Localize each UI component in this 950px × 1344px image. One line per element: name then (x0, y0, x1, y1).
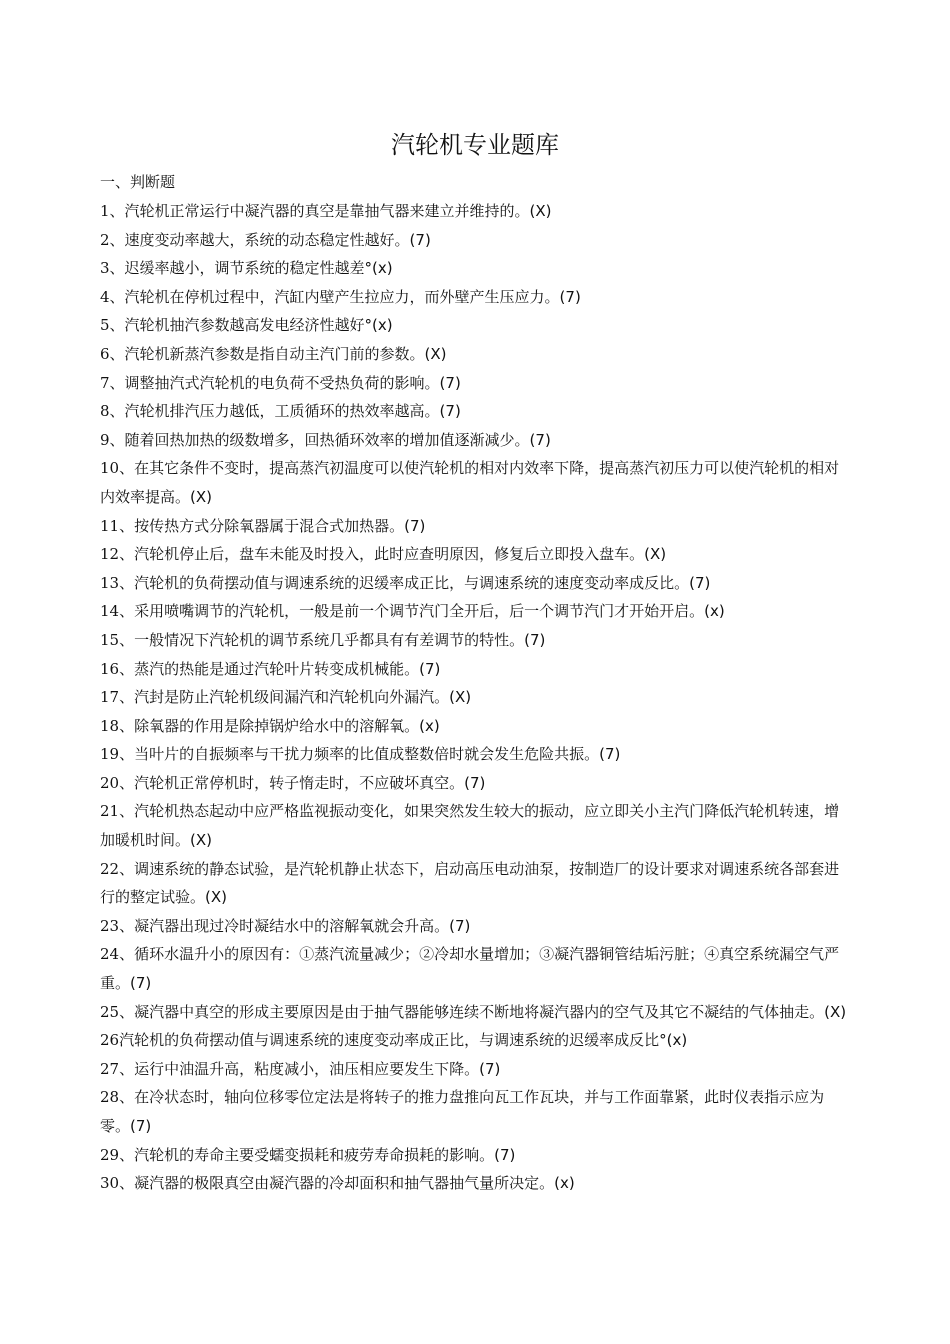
question-answer: (7) (689, 573, 711, 592)
question-text: 22、调速系统的静态试验，是汽轮机静止状态下，启动高压电动油泵，按制造厂的设计要求对调速系统各部套进行的整定试验。 (100, 859, 840, 907)
question-item (100, 512, 850, 541)
question-item (100, 912, 850, 941)
question-answer: (x) (372, 259, 393, 278)
question-text: 15、一般情况下汽轮机的调节系统几乎都具有有差调节的特性。 (100, 630, 525, 649)
question-item (100, 197, 850, 226)
question-text: 29、汽轮机的寿命主要受蠕变损耗和疲劳寿命损耗的影响。 (100, 1145, 495, 1164)
question-answer: (X) (449, 688, 472, 707)
question-item (100, 226, 850, 255)
question-text: 28、在冷状态时，轴向位移零位定法是将转子的推力盘推向瓦工作瓦块，并与工作面靠紧，此时仪表指示应为零。 (100, 1088, 825, 1135)
question-answer: (7) (524, 630, 546, 649)
question-text: 7、调整抽汽式汽轮机的电负荷不受热负荷的影响。 (100, 373, 440, 392)
question-item (100, 569, 850, 598)
question-text: 30、凝汽器的极限真空由凝汽器的冷却面积和抽气器抽气量所决定。 (100, 1174, 555, 1193)
question-answer: (x) (704, 602, 725, 621)
question-answer: (7) (409, 230, 431, 249)
question-answer: (X) (205, 888, 227, 907)
question-answer: (7) (449, 916, 471, 935)
question-text: 19、当叶片的自振频率与干扰力频率的比值成整数倍时就会发生危险共振。 (100, 745, 600, 764)
section-heading: 一、判断题 (100, 173, 176, 191)
question-answer: (x) (554, 1174, 575, 1193)
question-answer: (7) (559, 287, 581, 306)
question-text: 6、汽轮机新蒸汽参数是指自动主汽门前的参数。 (100, 344, 425, 363)
question-answer: (X) (190, 487, 212, 506)
question-text: 4、汽轮机在停机过程中，汽缸内壁产生拉应力，而外壁产生压应力。 (100, 287, 560, 306)
question-text: 16、蒸汽的热能是通过汽轮叶片转变成机械能。 (100, 659, 420, 678)
question-answer: (7) (529, 430, 551, 449)
question-answer: (X) (529, 202, 552, 220)
question-answer: (X) (190, 831, 212, 850)
question-text: 25、凝汽器中真空的形成主要原因是由于抽气器能够连续不断地将凝汽器内的空气及其它不凝结的气体抽走。 (100, 1002, 825, 1021)
question-text: 14、采用喷嘴调节的汽轮机，一般是前一个调节汽门全开后，后一个调节汽门才开始开启。 (100, 602, 705, 621)
question-text: 17、汽封是防止汽轮机级间漏汽和汽轮机向外漏汽。 (100, 688, 450, 707)
question-answer: (7) (439, 373, 461, 392)
question-text: 20、汽轮机正常停机时，转子惰走时，不应破坏真空。 (100, 773, 465, 792)
question-item (100, 940, 850, 997)
question-item (100, 769, 850, 798)
question-answer: (X) (424, 344, 447, 363)
question-item (100, 626, 850, 655)
question-item (100, 797, 850, 854)
question-item (100, 683, 850, 712)
question-item (100, 454, 850, 511)
question-text: 12、汽轮机停止后，盘车未能及时投入，此时应查明原因，修复后立即投入盘车。 (100, 545, 645, 564)
question-text: 10、在其它条件不变时，提高蒸汽初温度可以使汽轮机的相对内效率下降，提高蒸汽初压力可以使汽轮机的相对内效率提高。 (100, 459, 840, 506)
question-item (100, 998, 850, 1027)
question-item (100, 712, 850, 741)
question-text: 26汽轮机的负荷摆动值与调速系统的速度变动率成正比，与调速系统的迟缓率成反比° (100, 1031, 667, 1050)
question-text: 8、汽轮机排汽压力越低，工质循环的热效率越高。 (100, 402, 440, 421)
question-item (100, 1055, 850, 1084)
question-item (100, 1169, 850, 1198)
question-item (100, 855, 850, 912)
question-answer: (x) (666, 1031, 688, 1050)
question-text: 13、汽轮机的负荷摆动值与调速系统的迟缓率成正比，与调速系统的速度变动率成反比。 (100, 573, 690, 592)
question-answer: (7) (130, 1117, 152, 1135)
question-item (100, 1141, 850, 1170)
question-text: 9、随着回热加热的级数增多，回热循环效率的增加值逐渐减少。 (100, 430, 530, 449)
question-item (100, 369, 850, 398)
question-answer: (X) (644, 545, 667, 564)
question-answer: (7) (404, 516, 426, 535)
question-item (100, 740, 850, 769)
question-item (100, 340, 850, 369)
question-answer: (x) (419, 716, 440, 735)
question-text: 3、迟缓率越小，调节系统的稳定性越差° (100, 259, 373, 278)
question-item (100, 397, 850, 426)
question-text: 5、汽轮机抽汽参数越高发电经济性越好° (100, 316, 373, 335)
question-item (100, 1083, 850, 1140)
question-text: 11、按传热方式分除氧器属于混合式加热器。 (100, 516, 405, 535)
question-text: 1、汽轮机正常运行中凝汽器的真空是靠抽气器来建立并维持的。 (100, 202, 530, 220)
question-text: 24、循环水温升小的原因有：①蒸汽流量减少；②冷却水量增加；③凝汽器铜管结垢污脏；④真空系统漏空气严重。 (100, 945, 840, 993)
question-answer: (7) (464, 773, 486, 792)
question-item (100, 540, 850, 569)
question-text: 23、凝汽器出现过冷时凝结水中的溶解氧就会升高。 (100, 916, 450, 935)
question-item (100, 311, 850, 340)
question-text: 21、汽轮机热态起动中应严格监视振动变化，如果突然发生较大的振动，应立即关小主汽门降低汽轮机转速，增加暖机时间。 (100, 802, 840, 850)
question-item (100, 597, 850, 626)
question-item (100, 655, 850, 684)
question-answer: (7) (599, 745, 621, 764)
question-answer: (7) (439, 402, 461, 421)
question-answer: (7) (419, 659, 441, 678)
question-answer: (7) (479, 1059, 501, 1078)
question-text: 2、速度变动率越大，系统的动态稳定性越好。 (100, 230, 410, 249)
page-title: 汽轮机专业题库 (391, 131, 559, 159)
question-answer: (x) (372, 316, 393, 335)
question-text: 18、除氧器的作用是除掉锅炉给水中的溶解氧。 (100, 716, 420, 735)
question-item (100, 254, 850, 283)
question-item (100, 426, 850, 455)
question-answer: (7) (130, 974, 152, 993)
question-answer: (X) (824, 1002, 847, 1021)
question-text: 27、运行中油温升高，粘度减小，油压相应要发生下降。 (100, 1059, 480, 1078)
question-item (100, 1026, 850, 1055)
question-answer: (7) (494, 1145, 516, 1164)
question-item (100, 283, 850, 312)
question-list (100, 197, 850, 1198)
